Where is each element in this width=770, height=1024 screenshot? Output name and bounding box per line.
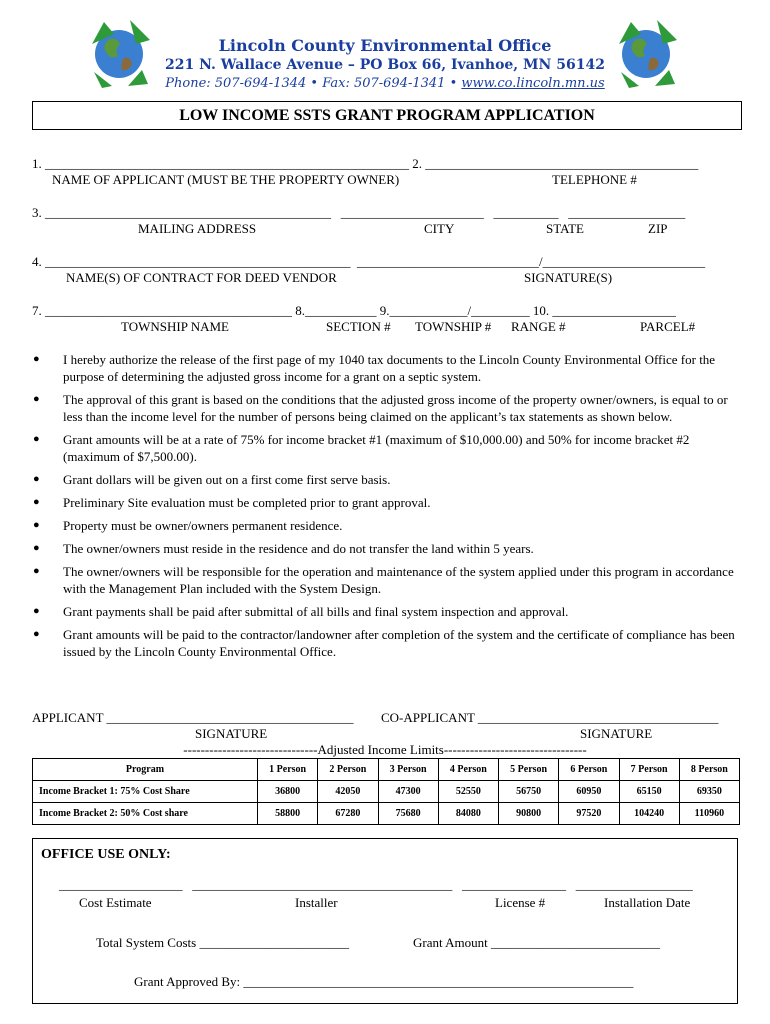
office-use-box — [32, 838, 738, 1004]
section-label: SECTION # — [326, 319, 391, 334]
table-row: Income Bracket 1: 75% Cost Share 36800 42050 47300 52550 56750 60950 65150 69350 — [33, 781, 740, 803]
mailing-address-label: MAILING ADDRESS — [138, 221, 257, 236]
bullet-icon: ● — [33, 519, 40, 531]
address-line[interactable]: 3. ____________________________________________ ______________________ __________ __________________ — [32, 205, 686, 220]
list-item: ● The approval of this grant is based on the conditions that the adjusted gross income of the property owner/owners, is equal to or less than the income level for the number of persons being claimed on the applicant’s tax statements as shown below. — [33, 392, 728, 424]
grant-amount-line[interactable]: Grant Amount __________________________ — [413, 935, 660, 950]
installation-date-label: Installation Date — [604, 895, 691, 910]
installer-label: Installer — [295, 895, 338, 910]
zip-label: ZIP — [648, 221, 668, 236]
applicant-phone-line[interactable]: 1. ________________________________________________________ 2. __________________________________________ — [32, 156, 699, 171]
list-item: ● Property must be owner/owners permanent residence. — [33, 518, 343, 533]
bullet-icon: ● — [33, 393, 40, 405]
office-name: Lincoln County Environmental Office — [218, 36, 552, 55]
website-link[interactable]: www.co.lincoln.mn.us — [461, 76, 605, 91]
bullet-icon: ● — [33, 542, 40, 554]
office-use-heading: OFFICE USE ONLY: — [41, 847, 171, 862]
state-label: STATE — [546, 221, 584, 236]
grant-approved-by-line[interactable]: Grant Approved By: ____________________________________________________________ — [134, 974, 634, 989]
list-item: ● The owner/owners must reside in the residence and do not transfer the land within 5 years. — [33, 541, 534, 556]
bullet-icon: ● — [33, 565, 40, 577]
co-applicant-signature-label: SIGNATURE — [580, 726, 653, 741]
applicant-signature-label: SIGNATURE — [195, 726, 268, 741]
cost-estimate-label: Cost Estimate — [79, 895, 152, 910]
bullet-icon: ● — [33, 496, 40, 508]
signatures-label: SIGNATURE(S) — [524, 270, 613, 285]
bullet-icon: ● — [33, 628, 40, 640]
list-item: ● Grant amounts will be at a rate of 75% for income bracket #1 (maximum of $10,000.00) and 50% for income bracket #2 (maximum of $7,500.00). — [33, 432, 690, 464]
bullet-icon: ● — [33, 433, 40, 445]
bullet-icon: ● — [33, 605, 40, 617]
list-item: ● The owner/owners will be responsible for the operation and maintenance of the system applied under this program in accordance with the Management Plan included with the System Design. — [33, 564, 734, 596]
range-label: RANGE # — [511, 319, 566, 334]
vendor-line[interactable]: 4. _______________________________________________ ____________________________/_________________________ — [32, 254, 706, 269]
table-header-row: Program 1 Person 2 Person 3 Person 4 Person 5 Person 6 Person 7 Person 8 Person — [33, 759, 740, 781]
telephone-label: TELEPHONE # — [552, 172, 637, 187]
form-title: LOW INCOME SSTS GRANT PROGRAM APPLICATION — [32, 101, 742, 130]
income-limits-table — [32, 758, 740, 825]
township-label: TOWNSHIP # — [415, 319, 492, 334]
list-item: ● Grant dollars will be given out on a first come first serve basis. — [33, 472, 391, 487]
bullet-icon: ● — [33, 473, 40, 485]
conditions-list — [33, 351, 741, 666]
location-line[interactable]: 7. ______________________________________ 8.___________ 9.____________/_________ 10. ___________________ — [32, 303, 676, 318]
license-label: License # — [495, 895, 546, 910]
total-system-costs-line[interactable]: Total System Costs _______________________ — [96, 935, 349, 950]
income-limits-heading: -------------------------------Adjusted Income Limits--------------------------------- — [183, 742, 587, 757]
office-blank-lines[interactable]: ___________________ ________________________________________ ________________ __________________ — [59, 877, 693, 892]
vendor-label: NAME(S) OF CONTRACT FOR DEED VENDOR — [66, 270, 337, 285]
township-name-label: TOWNSHIP NAME — [121, 319, 229, 334]
office-address: 221 N. Wallace Avenue – PO Box 66, Ivanhoe, MN 56142 — [165, 57, 605, 73]
list-item: ● Preliminary Site evaluation must be completed prior to grant approval. — [33, 495, 431, 510]
list-item: ● I hereby authorize the release of the first page of my 1040 tax documents to the Lincoln County Environmental Office for the purpose of determining the adjusted gross income for a grant on a septic system. — [33, 352, 716, 384]
list-item: ● Grant payments shall be paid after submittal of all bills and final system inspection and approval. — [33, 604, 569, 619]
co-applicant-signature-line[interactable]: CO-APPLICANT _____________________________________ — [381, 710, 719, 725]
applicant-label: NAME OF APPLICANT (MUST BE THE PROPERTY OWNER) — [52, 172, 400, 187]
table-row: Income Bracket 2: 50% Cost share 58800 67280 75680 84080 90800 97520 104240 110960 — [33, 803, 740, 825]
city-label: CITY — [424, 221, 455, 236]
phone-fax: Phone: 507-694-1344 • Fax: 507-694-1341 • — [165, 76, 462, 91]
applicant-signature-line[interactable]: APPLICANT ______________________________________ — [32, 710, 354, 725]
office-contact — [0, 76, 770, 91]
parcel-label: PARCEL# — [640, 319, 696, 334]
bullet-icon: ● — [33, 353, 40, 365]
list-item: ● Grant amounts will be paid to the contractor/landowner after completion of the system and the certificate of compliance has been issued by the Lincoln County Environmental Office. — [33, 627, 735, 659]
